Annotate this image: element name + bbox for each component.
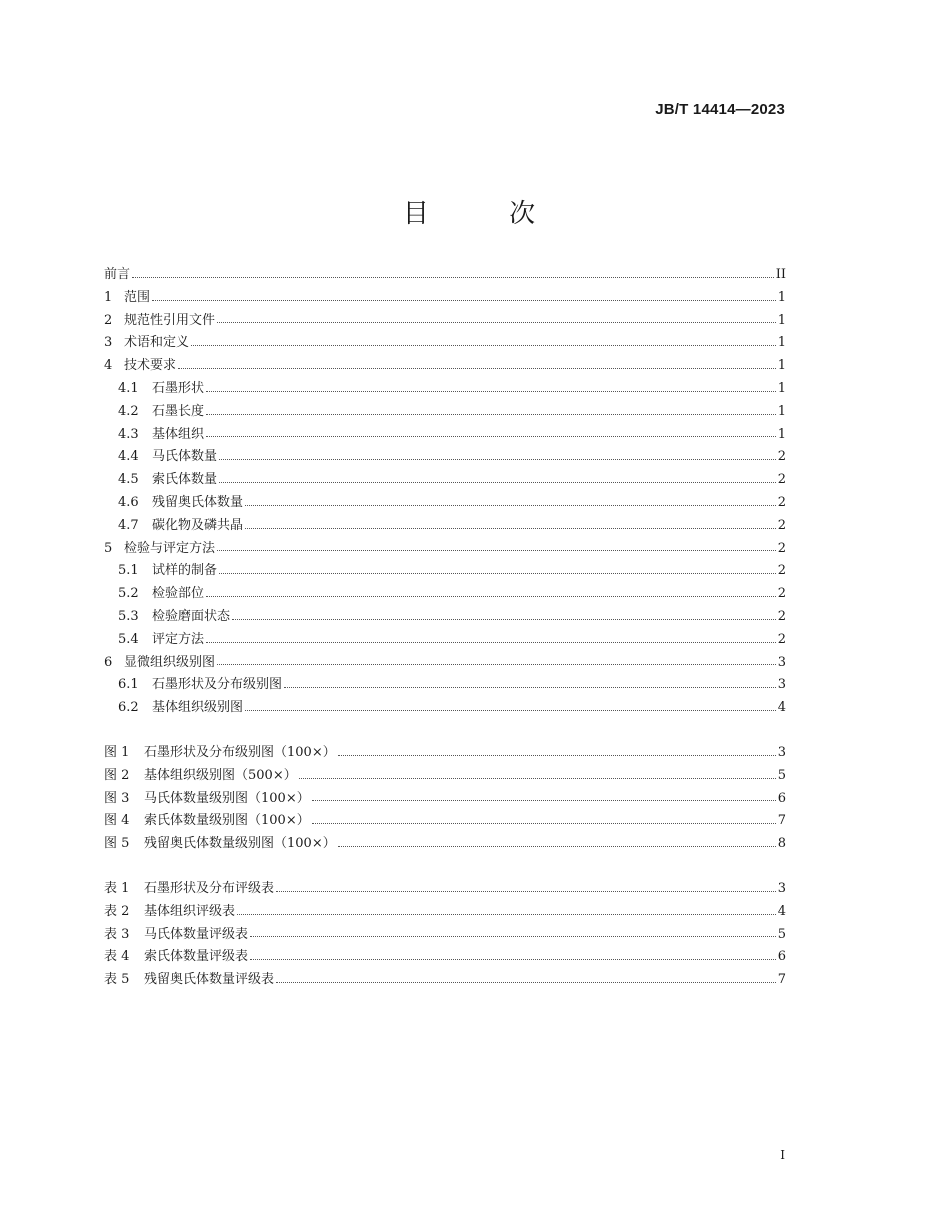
toc-entry-label: 索氏体数量级别图（100×） bbox=[144, 813, 310, 829]
toc-entry-page: 6 bbox=[777, 790, 786, 806]
toc-entry-page: 1 bbox=[777, 335, 786, 351]
toc-entry-number: 表 5 bbox=[104, 972, 130, 988]
toc-entry-label: 检验部位 bbox=[152, 586, 205, 602]
toc-entry-label: 残留奥氏体数量级别图（100×） bbox=[144, 836, 336, 852]
toc-entry[interactable] bbox=[104, 310, 786, 333]
toc-entry[interactable] bbox=[104, 264, 786, 287]
toc-entry-page: 2 bbox=[777, 608, 786, 624]
toc-entry-number: 图 4 bbox=[104, 813, 130, 829]
dot-leader bbox=[284, 686, 776, 688]
toc-entry[interactable] bbox=[104, 469, 786, 492]
dot-leader bbox=[338, 754, 776, 756]
toc-entry-label: 规范性引用文件 bbox=[124, 312, 216, 328]
toc-entry-number: 4.1 bbox=[118, 380, 139, 396]
toc-entry-number: 4 bbox=[104, 358, 113, 374]
dot-leader bbox=[206, 390, 776, 392]
toc-entry-page: 3 bbox=[777, 654, 786, 670]
dot-leader bbox=[219, 572, 776, 574]
toc-entry-number: 5.3 bbox=[118, 608, 139, 624]
dot-leader bbox=[206, 435, 776, 437]
toc-entry-page: 7 bbox=[777, 972, 786, 988]
toc-entry-label: 前言 bbox=[104, 267, 131, 282]
toc-entry[interactable] bbox=[104, 629, 786, 652]
toc-entry-label: 范围 bbox=[124, 289, 151, 305]
toc-entry-label: 显微组织级别图 bbox=[124, 654, 216, 670]
dot-leader bbox=[178, 367, 776, 369]
dot-leader bbox=[250, 935, 776, 937]
toc-entry-page: 2 bbox=[777, 631, 786, 647]
toc-entry-number: 图 5 bbox=[104, 836, 130, 852]
dot-leader bbox=[191, 344, 776, 346]
toc-entry[interactable] bbox=[104, 446, 786, 469]
dot-leader bbox=[237, 913, 776, 915]
toc-entry-number: 5.4 bbox=[118, 631, 139, 647]
toc-entry[interactable] bbox=[104, 901, 786, 924]
toc-entry-page: 4 bbox=[777, 700, 786, 716]
dot-leader bbox=[276, 981, 776, 983]
toc-entry-label: 石墨长度 bbox=[152, 403, 205, 419]
dot-leader bbox=[245, 709, 776, 711]
toc-entry[interactable] bbox=[104, 424, 786, 447]
toc-entry-page: 2 bbox=[777, 494, 786, 510]
page-title: 目 次 bbox=[402, 199, 572, 229]
toc-entry[interactable] bbox=[104, 583, 786, 606]
toc-entry[interactable] bbox=[104, 742, 786, 765]
toc-entry[interactable] bbox=[104, 652, 786, 675]
toc-entry-label: 马氏体数量评级表 bbox=[144, 926, 249, 942]
toc-entry-number: 2 bbox=[104, 312, 113, 328]
dot-leader bbox=[132, 276, 774, 278]
toc-entry-label: 石墨形状及分布评级表 bbox=[144, 881, 275, 896]
dot-leader bbox=[206, 413, 776, 415]
toc-entry-page: 2 bbox=[777, 517, 786, 533]
dot-leader bbox=[217, 321, 776, 323]
toc-entry-label: 检验磨面状态 bbox=[152, 608, 231, 624]
dot-leader bbox=[217, 663, 776, 665]
toc-entry-page: 1 bbox=[777, 403, 786, 419]
toc-entry[interactable] bbox=[104, 606, 786, 629]
dot-leader bbox=[338, 845, 776, 847]
toc-entry-label: 基体组织 bbox=[152, 426, 205, 442]
toc-entry-label: 试样的制备 bbox=[152, 563, 218, 579]
toc-entry[interactable] bbox=[104, 378, 786, 401]
dot-leader bbox=[152, 299, 776, 301]
dot-leader bbox=[312, 822, 776, 824]
toc-entry-label: 马氏体数量级别图（100×） bbox=[144, 790, 310, 806]
toc-entry[interactable] bbox=[104, 332, 786, 355]
dot-leader bbox=[245, 527, 776, 529]
toc-entry-label: 碳化物及磷共晶 bbox=[152, 517, 244, 533]
dot-leader bbox=[250, 958, 776, 960]
toc-entry-number: 4.5 bbox=[118, 472, 139, 488]
toc-entry[interactable] bbox=[104, 515, 786, 538]
toc-entry[interactable] bbox=[104, 810, 786, 833]
dot-leader bbox=[219, 481, 776, 483]
toc-entry-number: 4.2 bbox=[118, 403, 139, 419]
toc-entry-page: 2 bbox=[777, 449, 786, 465]
toc-entry-label: 石墨形状及分布级别图 bbox=[152, 677, 283, 693]
toc-entry-number: 3 bbox=[104, 335, 113, 351]
toc-entry-label: 残留奥氏体数量 bbox=[152, 494, 244, 510]
toc-entry-page: 6 bbox=[777, 949, 786, 965]
toc-entry-page: 1 bbox=[777, 312, 786, 328]
toc-tables bbox=[104, 878, 786, 992]
toc-entry-label: 基体组织级别图 bbox=[152, 700, 244, 716]
toc-entry-number: 6.2 bbox=[118, 700, 139, 716]
toc-entry-label: 索氏体数量 bbox=[152, 472, 218, 488]
toc-entry-number: 表 1 bbox=[104, 881, 130, 896]
toc-entry-label: 基体组织级别图（500×） bbox=[144, 767, 297, 783]
toc-entry-label: 评定方法 bbox=[152, 631, 205, 647]
toc-entry-page: 7 bbox=[777, 813, 786, 829]
toc-entry[interactable] bbox=[104, 560, 786, 583]
toc-entry[interactable] bbox=[104, 765, 786, 788]
toc-entry-label: 基体组织评级表 bbox=[144, 903, 236, 919]
toc-entry[interactable] bbox=[104, 355, 786, 378]
dot-leader bbox=[219, 458, 776, 460]
toc-entry-number: 5.2 bbox=[118, 586, 139, 602]
toc-entry[interactable] bbox=[104, 969, 786, 992]
toc-figures bbox=[104, 742, 786, 856]
dot-leader bbox=[312, 799, 776, 801]
toc-entry-label: 残留奥氏体数量评级表 bbox=[144, 972, 275, 988]
toc-entry-page: 2 bbox=[777, 472, 786, 488]
toc-entry-page: 4 bbox=[777, 903, 786, 919]
toc-entry[interactable] bbox=[104, 674, 786, 697]
toc-entry-label: 石墨形状 bbox=[152, 380, 205, 396]
toc-entry-page: 3 bbox=[777, 677, 786, 693]
toc-entry-page: 1 bbox=[777, 358, 786, 374]
toc-entry-label: 技术要求 bbox=[124, 358, 177, 374]
toc-entry-page: 5 bbox=[777, 767, 786, 783]
toc-entry-page: 1 bbox=[777, 380, 786, 396]
toc-entry-label: 马氏体数量 bbox=[152, 449, 218, 465]
toc-entry-number: 6.1 bbox=[118, 677, 139, 693]
dot-leader bbox=[217, 549, 776, 551]
toc-entry[interactable] bbox=[104, 924, 786, 947]
toc-entry-label: 石墨形状及分布级别图（100×） bbox=[144, 745, 336, 760]
toc-entry-page: 2 bbox=[777, 586, 786, 602]
toc-sections bbox=[104, 264, 786, 720]
toc-entry-number: 5 bbox=[104, 540, 113, 556]
toc-entry-number: 图 1 bbox=[104, 745, 130, 760]
toc-entry[interactable] bbox=[104, 492, 786, 515]
dot-leader bbox=[276, 890, 776, 892]
toc-entry-page: 3 bbox=[777, 881, 786, 896]
dot-leader bbox=[245, 504, 776, 506]
toc-entry-number: 图 2 bbox=[104, 767, 130, 783]
toc-entry-page: 1 bbox=[777, 426, 786, 442]
toc-entry-page: 2 bbox=[777, 563, 786, 579]
toc-entry-label: 索氏体数量评级表 bbox=[144, 949, 249, 965]
toc-entry-page: 2 bbox=[777, 540, 786, 556]
dot-leader bbox=[299, 777, 776, 779]
toc-entry[interactable] bbox=[104, 538, 786, 561]
toc-entry-number: 4.6 bbox=[118, 494, 139, 510]
toc-entry-number: 4.7 bbox=[118, 517, 139, 533]
toc-entry-label: 术语和定义 bbox=[124, 335, 190, 351]
toc-entry[interactable] bbox=[104, 833, 786, 856]
toc-entry-number: 4.3 bbox=[118, 426, 139, 442]
toc-entry-label: 检验与评定方法 bbox=[124, 540, 216, 556]
toc-entry[interactable] bbox=[104, 946, 786, 969]
toc-entry-page: II bbox=[775, 267, 786, 282]
dot-leader bbox=[206, 641, 776, 643]
toc-entry-number: 图 3 bbox=[104, 790, 130, 806]
toc-entry-number: 1 bbox=[104, 289, 113, 305]
toc-entry-number: 表 4 bbox=[104, 949, 130, 965]
page-number: I bbox=[780, 1148, 785, 1162]
toc-entry-number: 表 3 bbox=[104, 926, 130, 942]
dot-leader bbox=[232, 618, 776, 620]
toc-entry-page: 3 bbox=[777, 745, 786, 760]
toc-entry-number: 6 bbox=[104, 654, 113, 670]
dot-leader bbox=[206, 595, 776, 597]
toc-entry[interactable] bbox=[104, 878, 786, 901]
toc-entry-number: 5.1 bbox=[118, 563, 139, 579]
toc-entry[interactable] bbox=[104, 401, 786, 424]
toc-entry-page: 8 bbox=[777, 836, 786, 852]
toc-entry[interactable] bbox=[104, 287, 786, 310]
toc-entry-number: 4.4 bbox=[118, 449, 139, 465]
toc-entry-page: 1 bbox=[777, 289, 786, 305]
standard-code: JB/T 14414—2023 bbox=[655, 101, 785, 118]
toc-entry-page: 5 bbox=[777, 926, 786, 942]
toc-entry[interactable] bbox=[104, 697, 786, 720]
toc-entry-number: 表 2 bbox=[104, 903, 130, 919]
toc-entry[interactable] bbox=[104, 788, 786, 811]
